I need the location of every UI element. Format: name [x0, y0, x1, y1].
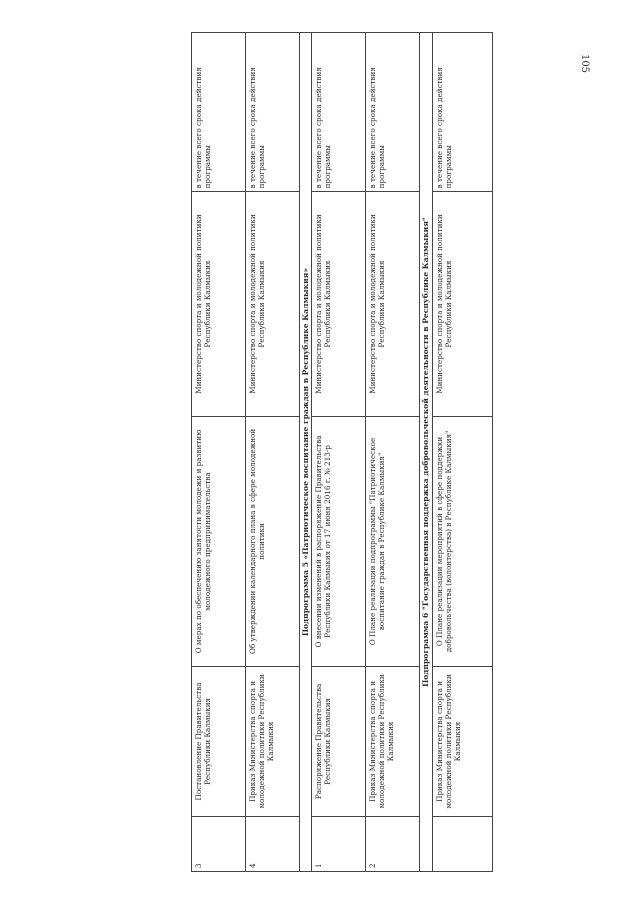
document-title: О Плане реализации мероприятий в сфере поддержки добровольчества (волонтерства) в Республике Калмыкия": [432, 416, 492, 666]
document-title: О внесении изменений в распоряжение Правительства Республики Калмыкия от 17 июня 2016 г. № 213-р: [312, 416, 366, 666]
documents-table: [191, 32, 493, 872]
document-type: Распоряжение Правительства Республики Калмыкия: [312, 667, 366, 817]
document-title: О мерах по обеспечению занятости молодежи и развитию молодежного предпринимательства: [192, 416, 246, 666]
table-row: [192, 33, 246, 872]
responsible-org: Министерство спорта и молодежной политики Республики Калмыкия: [246, 192, 300, 416]
deadline: в течение всего срока действия программы: [246, 33, 300, 192]
document-title: О Плане реализации подпрограммы "Патриотическое воспитание граждан в Республике Калмыкия": [366, 416, 420, 666]
responsible-org: Министерство спорта и молодежной политики Республики Калмыкия: [432, 192, 492, 416]
section-header-row: [420, 33, 432, 872]
row-number: 2: [366, 816, 420, 871]
table-row: [366, 33, 420, 872]
document-type: Постановление Правительства Республики Калмыкия: [192, 667, 246, 817]
page-number: 105: [579, 53, 591, 74]
table-row: [432, 33, 492, 872]
row-number: 1: [312, 816, 366, 871]
document-type: Приказ Министерства спорта и молодежной политики Республики Калмыкия: [246, 667, 300, 817]
deadline: в течение всего срока действия программы: [432, 33, 492, 192]
table-row: [246, 33, 300, 872]
document-title: Об утверждении календарного плана в сфере молодежной политики: [246, 416, 300, 666]
deadline: в течение всего срока действия программы: [312, 33, 366, 192]
row-number: [432, 816, 492, 871]
responsible-org: Министерство спорта и молодежной политики Республики Калмыкия: [192, 192, 246, 416]
responsible-org: Министерство спорта и молодежной политики Республики Калмыкия: [366, 192, 420, 416]
deadline: в течение всего срока действия программы: [366, 33, 420, 192]
responsible-org: Министерство спорта и молодежной политики Республики Калмыкия: [312, 192, 366, 416]
section-header-row: [300, 33, 312, 872]
subprogram-6-title: Подпрограмма 6 "Государственная поддержка добровольческой деятельности в Республике Калмыкия": [420, 33, 432, 872]
deadline: в течение всего срока действия программы: [192, 33, 246, 192]
row-number: 3: [192, 816, 246, 871]
table-row: [312, 33, 366, 872]
rotated-page: [191, 32, 462, 872]
document-type: Приказ Министерства спорта и молодежной политики Республики Калмыкия: [366, 667, 420, 817]
document-type: Приказ Министерства спорта и молодежной политики Республики Калмыкия: [432, 667, 492, 817]
row-number: 4: [246, 816, 300, 871]
subprogram-5-title: Подпрограмма 5 «Патриотическое воспитание граждан в Республике Калмыкия»: [300, 33, 312, 872]
